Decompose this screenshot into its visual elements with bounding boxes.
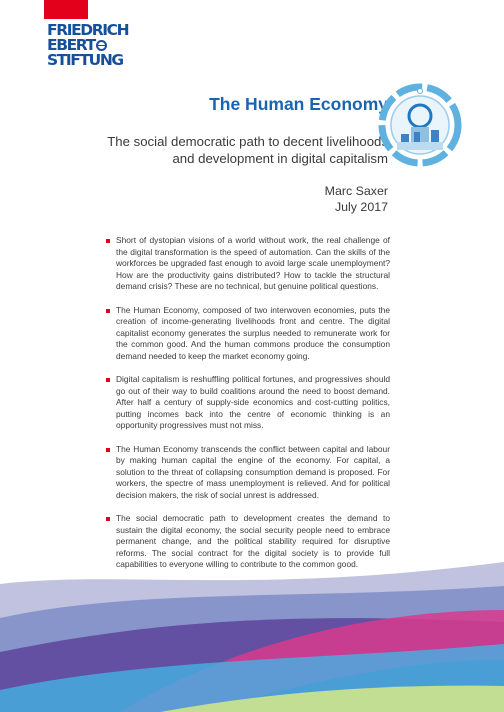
bullet-text: Digital capitalism is reshuffling political fortunes, and progressives should go out of their way to build coalitions around the need to boost demand. After half a century of supply-side economics and cost-cutting politics, putting incomes back into the centre of economic thinking is an opportunity progressives must not miss. [116,374,390,430]
bullet-item [116,235,390,293]
logo-line-2: EBERT [47,38,147,53]
author-block [325,183,388,215]
bullet-text: The Human Economy transcends the conflict between capital and labour by making human capital the engine of the economy. For capital, a solution to the threat of collapsing consumption demand is proposed. For workers, the spectre of mass unemployment is relieved. And for political decision makers, the risk of social unrest is addressed. [116,443,390,500]
logo-line-3: STIFTUNG [47,51,123,69]
globe-city-icon [377,82,463,168]
brand-red-bar [44,0,88,19]
bullet-item [116,305,390,363]
bullet-text: Short of dystopian visions of a world without work, the real challenge of the digital transformation is the speed of automation. Can the skills of the workforces be upgraded fast enough to avoid large scale unemployment? How are the productivity gains distributed? How to tackle the structural demand crisis? These are no technical, but genuine political questions. [116,235,390,291]
bullet-item [116,444,390,502]
decorative-waves [0,540,504,712]
author-name: Marc Saxer [324,184,388,198]
subtitle-line-2: and development in digital capitalism [172,151,388,166]
summary-bullets [116,235,390,583]
bullet-square-icon [106,448,110,452]
logo-globe-icon [96,40,107,51]
logo-line-1: FRIEDRICH [47,21,129,39]
fes-logo [47,23,147,68]
page-title: The Human Economy [209,94,388,114]
bullet-square-icon [106,239,110,243]
bullet-text: The social democratic path to development creates the demand to sustain the digital economy, the social security people need to embrace permanent change, and the political stability required for disruptive reforms. The social contract for the digital society is to provide full capabilities to everyone willing to contribute to the common good. [116,513,390,569]
publication-date: July 2017 [334,200,388,214]
bullet-text: The Human Economy, composed of two interwoven economies, puts the creation of income-generating livelihoods front and centre. The digital capitalist economy generates the surplus needed to remunerate work for the common good. And the human commons produce the consumption demand needed to keep the market economy going. [116,304,390,361]
page-subtitle [68,133,388,167]
bullet-square-icon [106,517,110,521]
bullet-square-icon [106,378,110,382]
subtitle-line-1: The social democratic path to decent livelihoods [107,134,388,149]
bullet-square-icon [106,309,110,313]
bullet-item [116,374,390,432]
